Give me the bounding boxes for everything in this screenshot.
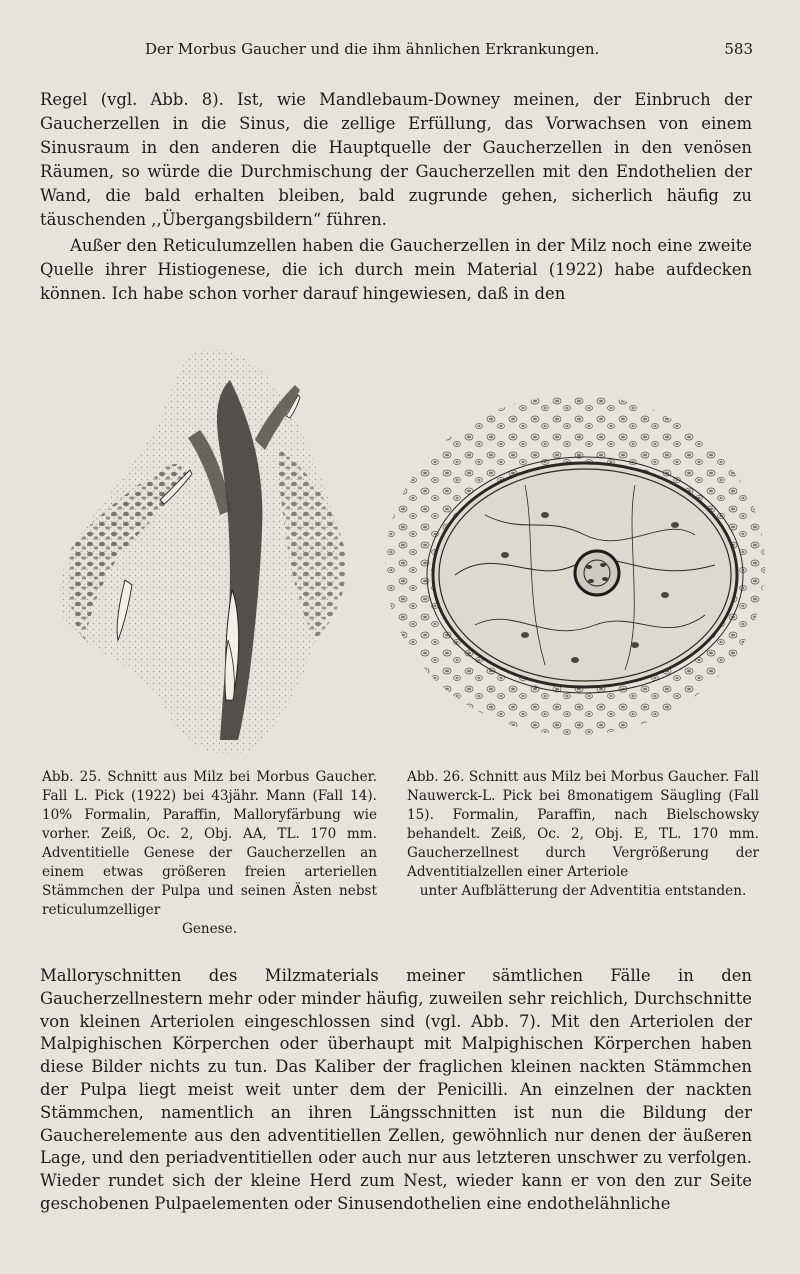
figure-26-caption-text: Abb. 26. Schnitt aus Milz bei Morbus Gaucher. Fall Nauwerck-L. Pick bei 8monatigem Säugling (Fall 15). Formalin, Paraffin, nach Bielschowsky behandelt. Zeiß, Oc. 2, Obj. E, TL. 170 mm. Gaucherzellnest durch Vergrößerung der Adventitialzellen einer Arteriole [407, 769, 759, 880]
running-header [145, 40, 755, 58]
figure-26-caption-last-lines: unter Aufblätterung der Adventitia entstanden. [419, 883, 747, 899]
paragraph-3: Malloryschnitten des Milzmaterials meiner sämtlichen Fälle in den Gaucherzellnestern mehr oder minder häufig, zuweilen sehr reichlich, Durchschnitte von kleinen Arteriolen eingeschlossen sind (vgl. Abb. 7). Mit den Arteriolen der Malpighischen Körperchen oder überhaupt mit Malpighischen Körperchen haben diese Bilder nichts zu tun. Das Kaliber der fraglichen kleinen nackten Stämmchen der Pulpa liegt meist weit unter dem der Penicilli. An einzelnen der nackten Stämmchen, namentlich an ihren Längsschnitten ist nun die Bildung der Gaucherelemente aus den adventitiellen Zellen, gewöhnlich nur denen der äußeren Lage, und den periadventitiellen oder auch nur aus letzteren unschwer zu verfolgen. Wieder rundet sich der kleine Herd zum Nest, wieder kann er von den zur Seite geschobenen Pulpaelementen oder Sinusendothelien eine endothelähnliche [40, 966, 752, 1213]
figure-25-caption-last-line: Genese. [181, 921, 238, 937]
figure-25-caption-text: Abb. 25. Schnitt aus Milz bei Morbus Gaucher. Fall L. Pick (1922) bei 43jähr. Mann (Fall 14). 10% Formalin, Paraffin, Malloryfärbung wie vorher. Zeiß, Oc. 2, Obj. AA, TL. 170 mm. Adventitielle Genese der Gaucherzellen an einem etwas größeren freien arteriellen Stämmchen der Pulpa und seinen Ästen nebst reticulumzelliger [42, 769, 377, 918]
figure-26-caption [407, 768, 759, 901]
top-body-text [40, 88, 752, 306]
bottom-body-text [40, 965, 752, 1216]
figure-25-caption [42, 768, 377, 939]
page-number: 583 [724, 40, 753, 58]
running-title: Der Morbus Gaucher und die ihm ähnlichen Erkrankungen. [145, 40, 600, 58]
paragraph-1: Regel (vgl. Abb. 8). Ist, wie Mandlebaum-Downey meinen, der Einbruch der Gaucherzellen in die Sinus, die zellige Erfüllung, das Vorwachsen von einem Sinusraum in den anderen die Hauptquelle der Gaucherzellen in den venösen Räumen, so würde die Durchmischung der Gaucherzellen mit den Endothelien der Wand, die bald erhalten bleiben, bald zugrunde gehen, sicherlich häufig zu täuschenden ,,Übergangsbildern“ führen. [40, 90, 752, 229]
figure-25-illustration [50, 340, 360, 760]
figure-26-illustration [375, 395, 770, 765]
paragraph-2: Außer den Reticulumzellen haben die Gaucherzellen in der Milz noch eine zweite Quelle ihrer Histiogenese, die ich durch mein Material (1922) habe aufdecken können. Ich habe schon vorher darauf hingewiesen, daß in den [40, 236, 752, 303]
